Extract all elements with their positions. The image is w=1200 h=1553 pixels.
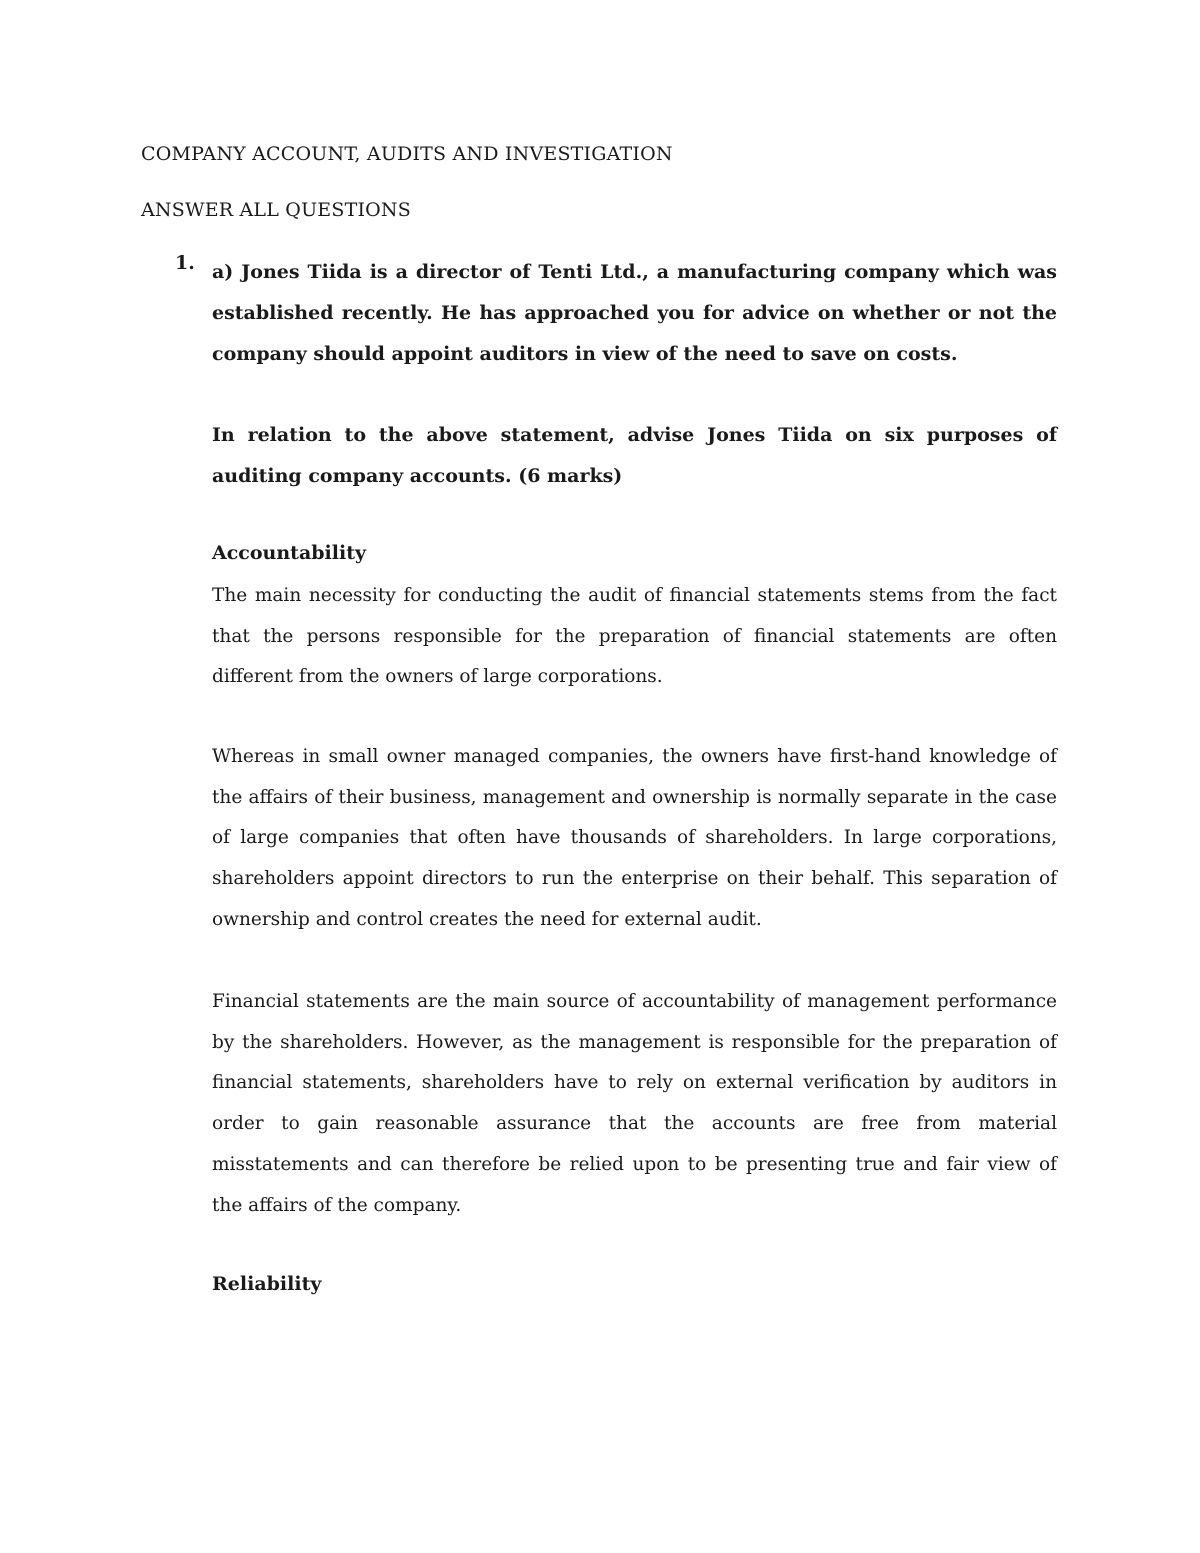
- question-number: 1.: [175, 252, 195, 274]
- question-instruction: In relation to the above statement, advise Jones Tiida on six purposes of auditing company accounts. (6 marks): [212, 424, 1057, 487]
- document-title: COMPANY ACCOUNT, AUDITS AND INVESTIGATION: [141, 143, 673, 165]
- paragraph: Whereas in small owner managed companies, the owners have first-hand knowledge of the affairs of their business, management and ownership is normally separate in the case of large companies that often have thousands of shareholders. In large corporations, shareholders appoint directors to run the enterprise on their behalf. This separation of ownership and control creates the need for external audit.: [212, 746, 1057, 930]
- paragraph: The main necessity for conducting the audit of financial statements stems from the fact that the persons responsible for the preparation of financial statements are often different from the owners of large corporations.: [212, 585, 1057, 688]
- question-text: a) Jones Tiida is a director of Tenti Ltd., a manufacturing company which was established recently. He has approached you for advice on whether or not the company should appoint auditors in view of the need to save on costs.: [212, 261, 1057, 365]
- paragraph: Financial statements are the main source of accountability of management performance by the shareholders. However, as the management is responsible for the preparation of financial statements, shareholders have to rely on external verification by auditors in order to gain reasonable assurance that the accounts are free from material misstatements and can therefore be relied upon to be presenting true and fair view of the affairs of the company.: [212, 991, 1057, 1216]
- answer-instruction: ANSWER ALL QUESTIONS: [141, 199, 411, 221]
- section-heading-accountability: Accountability: [212, 542, 367, 564]
- section-heading-reliability: Reliability: [212, 1273, 322, 1295]
